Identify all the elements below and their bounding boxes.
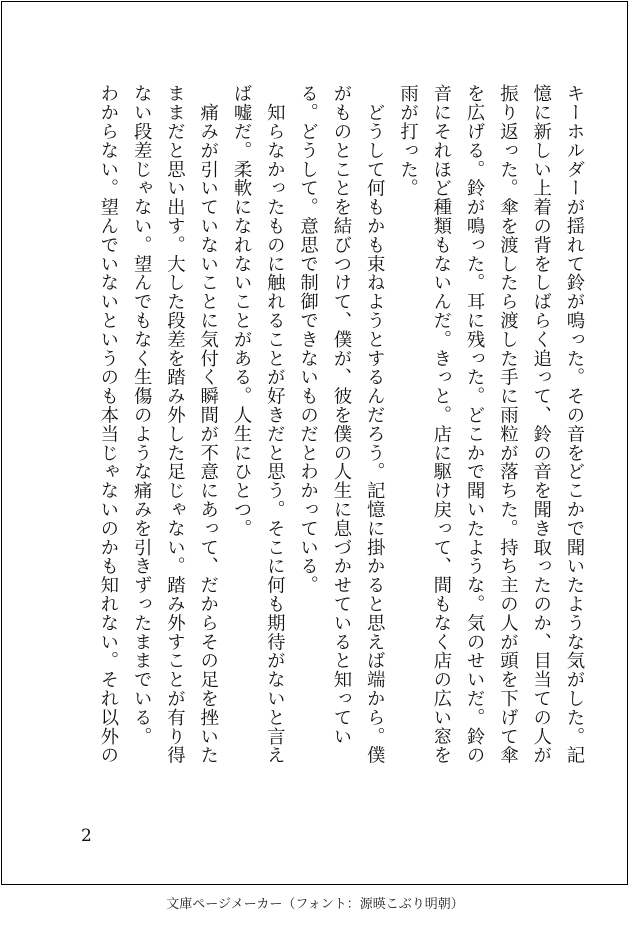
vertical-text-body bbox=[92, 84, 591, 792]
text-line: ままだと思い出す。大した段差を踏み外した足じゃない。踏み外すことが有り得 bbox=[164, 84, 186, 765]
text-line: ば嘘だ。柔軟になれないことがある。人生にひとつ。 bbox=[231, 84, 253, 538]
text-line: 知らなかったものに触れることが好きだと思う。そこに何も期待がないと言え bbox=[264, 84, 286, 765]
text-line: 振り返った。傘を渡したら渡した手に雨粒が落ちた。持ち主の人が頭を下げて傘 bbox=[497, 84, 519, 765]
book-page bbox=[1, 1, 628, 885]
page-number: 2 bbox=[81, 826, 92, 846]
text-line: 憶に新しい上着の背をしばらく追って、鈴の音を聞き取ったのか、目当ての人が bbox=[530, 84, 552, 765]
text-line: ない段差じゃない。望んでもなく生傷のような痛みを引きずったままでいる。 bbox=[131, 84, 153, 746]
text-line: 雨が打った。 bbox=[397, 84, 419, 198]
text-line: を広げる。鈴が鳴った。耳に残った。どこかで聞いたような。気のせいだ。鈴の bbox=[464, 84, 486, 765]
text-line: る。どうして。意思で制御できないものだとわかっている。 bbox=[297, 84, 319, 595]
text-line: どうして何もかも束ねようとするんだろう。記憶に掛かると思えば端から。僕 bbox=[364, 84, 386, 765]
text-line: わからない。望んでいないというのも本当じゃないのかも知れない。それ以外の bbox=[97, 84, 119, 765]
footer-credit: 文庫ページメーカー（フォント：源暎こぶり明朝） bbox=[166, 897, 464, 912]
text-line: キーホルダーが揺れて鈴が鳴った。その音をどこかで聞いたような気がした。記 bbox=[564, 84, 585, 765]
text-line: 音にそれほど種類もないんだ。きっと。店に駆け戻って、間もなく店の広い窓を bbox=[430, 84, 452, 765]
text-line: 痛みが引いていないことに気付く瞬間が不意にあって、だからその足を挫いた bbox=[197, 84, 219, 765]
text-line: がものとことを結びつけて、僕が、彼を僕の人生に息づかせていると知ってい bbox=[330, 84, 352, 746]
